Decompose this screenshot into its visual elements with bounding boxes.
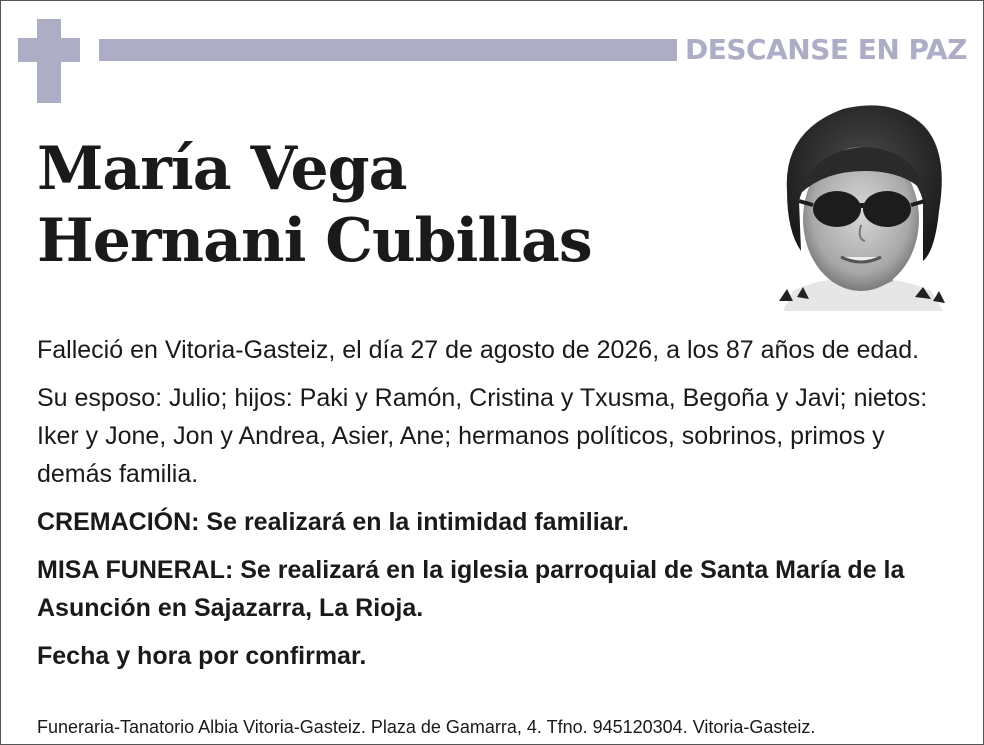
header-title: DESCANSE EN PAZ [685,33,967,66]
obituary-body [37,331,957,685]
deceased-name [37,133,592,277]
date-time-notice: Fecha y hora por confirmar. [37,642,367,670]
deceased-name-line2: Hernani Cubillas [37,206,592,276]
death-notice: Falleció en Vitoria-Gasteiz, el día 27 de agosto de 2026, a los 87 años de edad. [37,336,920,364]
header-rule [99,39,677,61]
family-list: Su esposo: Julio; hijos: Paki y Ramón, Cristina y Txusma, Begoña y Javi; nietos: Iker y Jone, Jon y Andrea, Asier, Ane; hermanos políticos, sobrinos, primos y demás familia. [37,384,928,488]
deceased-name-line1: María Vega [37,134,407,204]
cremation-notice: CREMACIÓN: Se realizará en la intimidad familiar. [37,508,629,536]
portrait-photo [773,101,949,311]
funeral-mass-notice: MISA FUNERAL: Se realizará en la iglesia parroquial de Santa María de la Asunción en Sajazarra, La Rioja. [37,556,905,622]
cross-horizontal-bar [18,38,80,62]
funeral-home-footer: Funeraria-Tanatorio Albia Vitoria-Gasteiz. Plaza de Gamarra, 4. Tfno. 945120304. Vitoria-Gasteiz. [37,717,816,737]
